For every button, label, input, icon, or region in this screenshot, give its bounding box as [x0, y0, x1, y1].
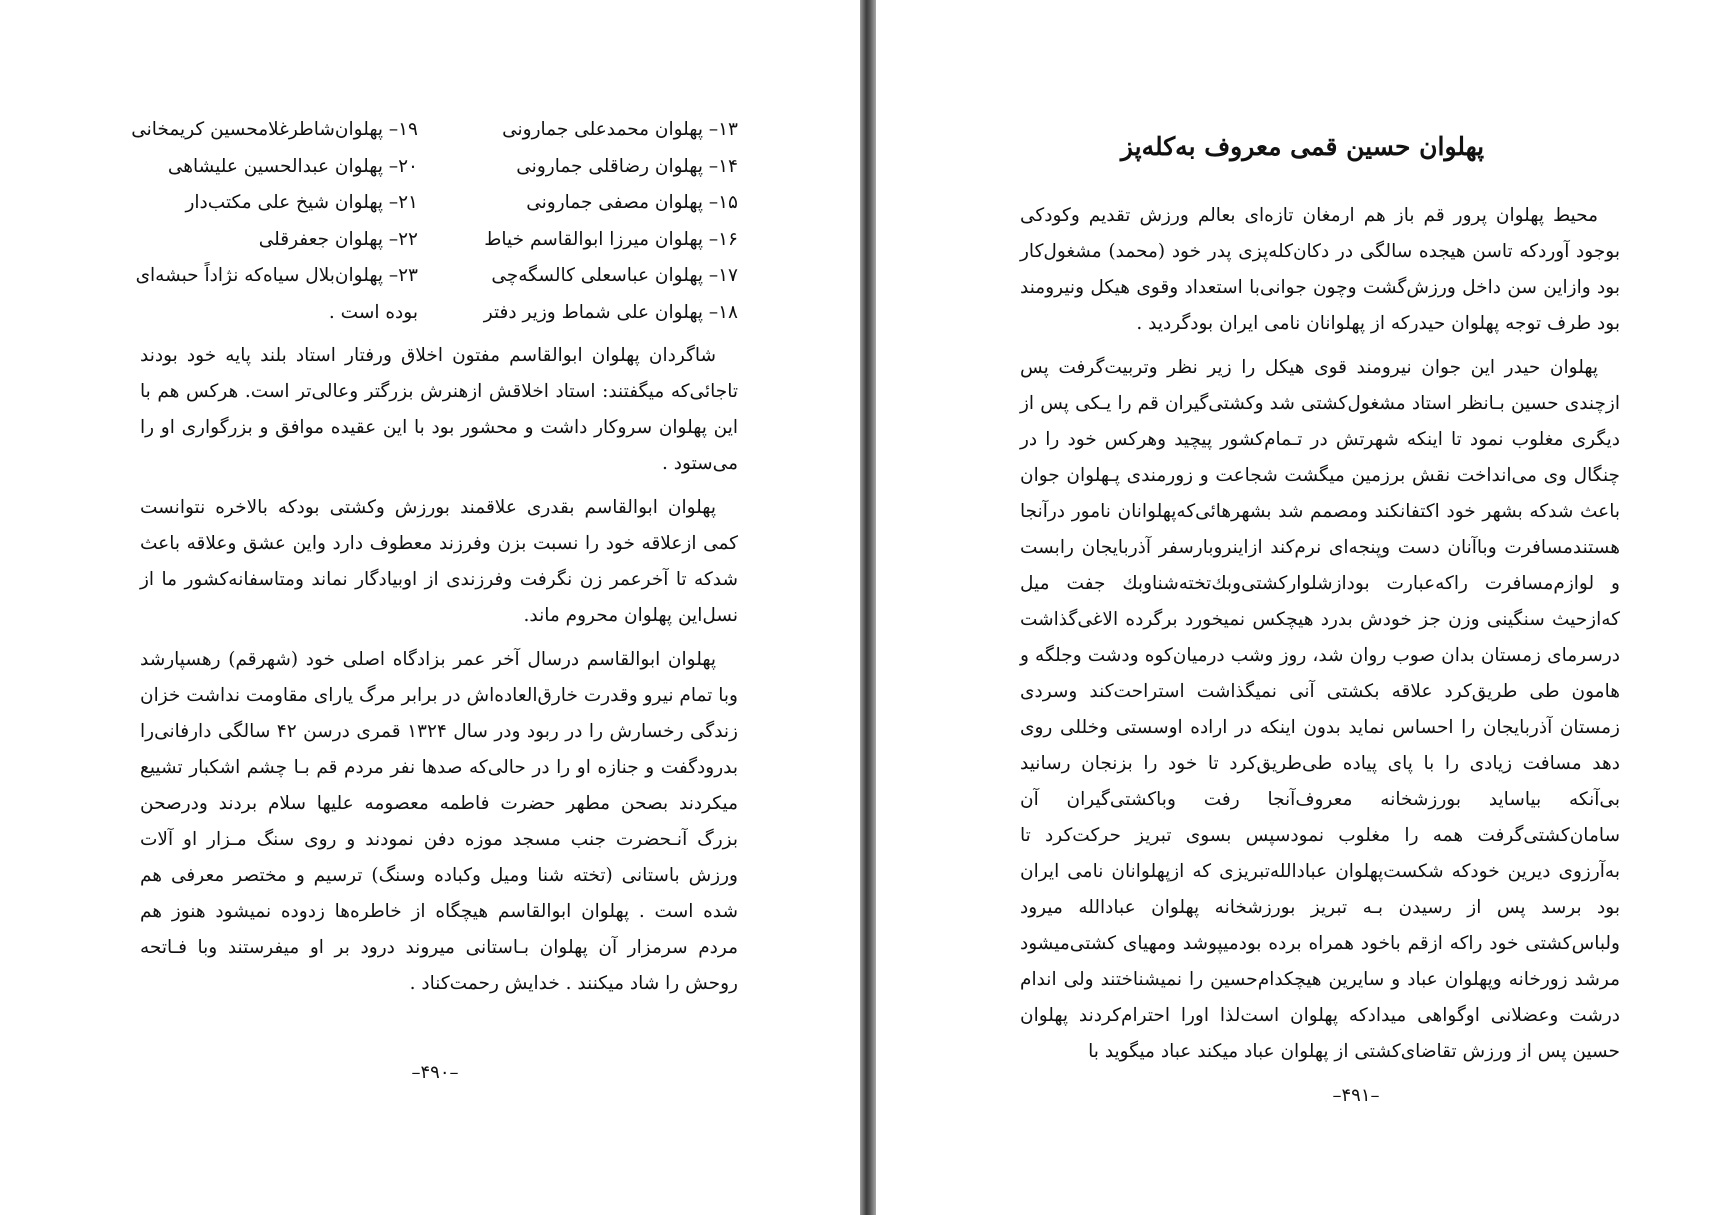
- list-item: ۱۶– پهلوان میرزا ابوالقاسم خیاط: [484, 228, 738, 250]
- left-page-body: [140, 338, 738, 1010]
- list-item: ۲۳– پهلوان‌بلال سیاه‌که نژاداً حبشه‌ای: [135, 265, 418, 286]
- name-list-column-1: [438, 112, 738, 331]
- chapter-title: پهلوان حسین قمی معروف به‌کله‌پز: [1120, 132, 1485, 161]
- list-item: ۱۹– پهلوان‌شاطرغلامحسین کریمخانی: [131, 119, 418, 140]
- list-item: ۱۴– پهلوان رضاقلی جمارونی: [516, 155, 738, 177]
- list-item: ۱۵– پهلوان مصفی جمارونی: [526, 192, 738, 213]
- name-list-column-2: [118, 112, 418, 331]
- page-number-right: –۴۹۱–: [1332, 1085, 1380, 1106]
- page-number-left: –۴۹۰–: [411, 1062, 459, 1083]
- paragraph: پهلوان ابوالقاسم بقدری علاقمند بورزش وکشتی بودکه بالاخره نتوانست کمی ازعلاقه خود را نسبت بزن وفرزند معطوف دارد واین عشق وعلاقه باعث شدکه تا آخرعمر زن نگرفت وفرزندی از اوبیادگار نماند ومتاسفانه‌کشور ما از نسل‌این پهلوان محروم ماند.: [140, 497, 738, 626]
- paragraph: محیط پهلوان پرور قم باز هم ارمغان تازه‌ای بعالم ورزش تقدیم وکودکی بوجود آوردکه تاسن هیجده سالگی در دکان‌کله‌پزی پدر خود (محمد) مشغول‌کار بود وازاین سن داخل ورزش‌گشت وچون جوانی‌با استعداد وقوی هیکل ونیرومند بود طرف توجه پهلوان حیدرکه از پهلوانان نامی ایران بودگردید .: [1020, 205, 1620, 334]
- right-page: [876, 0, 1729, 1215]
- left-page: [0, 0, 860, 1215]
- list-item: ۲۲– پهلوان جعفرقلی: [258, 228, 418, 250]
- paragraph: پهلوان حیدر این جوان نیرومند قوی هیکل را زیر نظر وتربیت‌گرفت پس ازچندی حسین بـانظر استاد مشغول‌کشتی شد وکشتی‌گیران قم را یـکی پس از دیگری مغلوب نمود تا اینکه شهرتش در تـمام‌کشور پیچید وهرکس خود را در چنگال وی می‌انداخت نقش برزمین میگشت شجاعت و زورمندی پـهلوان جوان باعث شدکه بشهر خود اکتفانکند ومصمم شد بشهرهائی‌که‌پهلوانان نامور درآنجا هستندمسافرت وباآنان دست وپنجه‌ای نرم‌کند ازاینروبارسفر آذربایجان رابست و لوازم‌مسافرت راکه‌عبارت بودازشلوارکشتی‌وبك‌تخته‌شناوبك جفت میل که‌ازحیث سنگینی وزن جز خودش بدرد هیچکس نمیخورد برگرده الاغی‌گذاشت درسرمای زمستان بدان صوب روان شد، روز وشب درمیان‌کوه ودشت وجلگه و هامون طی طریق‌کرد علاقه بکشتی آنی نمیگذاشت استراحت‌کند وسردی زمستان آذربایجان را احساس نماید بدون اینکه در اراده اوسستی وخللی روی دهد مسافت زیادی را با پای پیاده طی‌طریق‌کرد تا خود را بزنجان رسانید بی‌آنکه بیاساید بورزشخانه معروف‌آنجا رفت وباکشتی‌گیران آن سامان‌کشتی‌گرفت همه را مغلوب نمودسپس بسوی تبریز حرکت‌کرد تا به‌آرزوی دیرین خودکه شکست‌پهلوان عبادالله‌تبریزی که ازپهلوانان نامی ایران بود برسد پس از رسیدن بـه تبریز بورزشخانه پهلوان عبادالله میرود ولباس‌کشتی خود راکه ازقم باخود همراه برده بودمیپوشد ومهیای کشتی‌میشود مرشد زورخانه وپهلوان عباد و سایرین هیچکدام‌حسین را نمیشناختند ولی اندام درشت وعضلانی اوگواهی میدادکه پهلوان است‌لذا اورا احترام‌کردند پهلوان حسین پس از ورزش تقاضای‌کشتی از پهلوان عباد میکند عباد میگوید با: [1020, 357, 1620, 1062]
- list-item: ۱۷– پهلوان عباسعلی کالسگه‌چی: [491, 265, 738, 286]
- list-item: ۲۱– پهلوان شیخ علی مکتب‌دار: [185, 192, 418, 213]
- paragraph: پهلوان ابوالقاسم درسال آخر عمر بزادگاه اصلی خود (شهرقم) رهسپارشد وبا تمام نیرو وقدرت خارق‌العاده‌اش در برابر مرگ یارای مقاومت نداشت خزان زندگی رخسارش را در ربود ودر سال ۱۳۲۴ قمری درسن ۴۲ سالگی دارفانی‌را بدرودگفت و جنازه او را در حالی‌که صدها نفر مردم قم بـا چشم اشکبار تشییع میکردند بصحن مطهر حضرت فاطمه معصومه علیها سلام بردند ودرصحن بزرگ آنـحضرت جنب مسجد موزه دفن نمودند و روی سنگ مـزار او آلات ورزش باستانی (تخته شنا ومیل وکباده وسنگ) ترسیم و مختصر معرفی هم شده است . پهلوان ابوالقاسم هیچگاه از خاطره‌ها زدوده نمیشود هنوز هم مردم سرمزار آن پهلوان بـاستانی میروند درود بر او میفرستند وبا فـاتحه روحش را شاد میکنند . خدایش رحمت‌کناد .: [140, 649, 738, 994]
- list-item: بوده است .: [328, 301, 418, 323]
- list-item: ۲۰– پهلوان عبدالحسین علیشاهی: [167, 155, 418, 177]
- book-gutter: [860, 0, 876, 1215]
- right-page-body: [1020, 198, 1620, 1078]
- name-list: [131, 112, 738, 332]
- list-item: ۱۳– پهلوان محمدعلی جمارونی: [502, 119, 738, 140]
- list-item: ۱۸– پهلوان علی شماط وزیر دفتر: [483, 301, 738, 323]
- paragraph: شاگردان پهلوان ابوالقاسم مفتون اخلاق ورفتار استاد بلند پایه خود بودند تاجائی‌که میگفتند: استاد اخلاقش ازهنرش بزرگتر وعالی‌تر است. هرکس هم با این پهلوان سروکار داشت و محشور بود با این عقیده موافق و بزرگواری او را می‌ستود .: [140, 345, 738, 474]
